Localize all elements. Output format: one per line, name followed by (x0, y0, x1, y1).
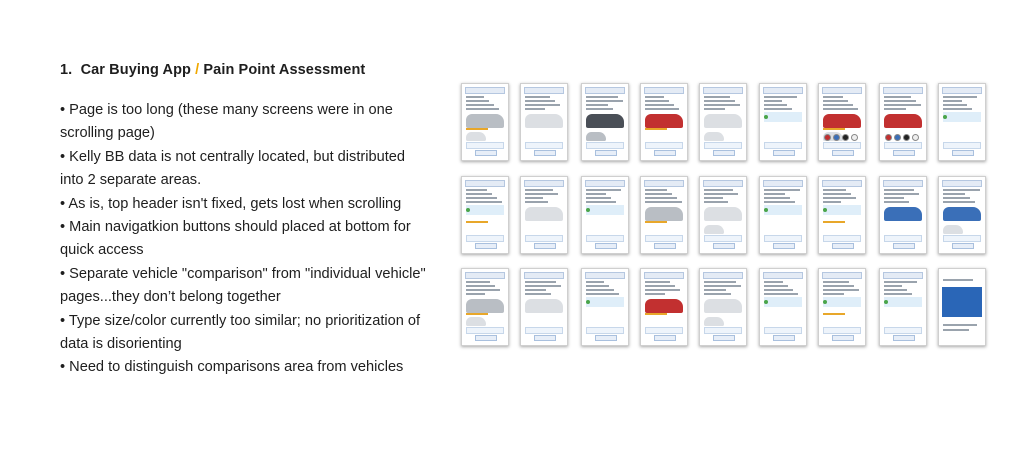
screen-thumbnail (879, 268, 927, 346)
pain-point-item: • Separate vehicle "comparison" from "individual vehicle" pages...they don’t belong together (60, 265, 426, 306)
screen-thumbnail (879, 176, 927, 254)
screen-thumbnail (938, 268, 986, 346)
screen-thumbnail (461, 83, 509, 161)
screen-thumbnail (581, 176, 629, 254)
screen-thumbnail (581, 83, 629, 161)
screen-thumbnail (938, 83, 986, 161)
title-number: 1. (60, 62, 73, 78)
screen-thumbnail (581, 268, 629, 346)
pain-point-item: • Kelly BB data is not centrally located, but distributed into 2 separate areas. (60, 148, 406, 189)
pain-point-item: • As is, top header isn't fixed, gets lost when scrolling (60, 195, 402, 212)
screen-thumbnail (461, 176, 509, 254)
screen-thumbnail (640, 268, 688, 346)
screen-thumbnail (461, 268, 509, 346)
screen-thumbnail (759, 268, 807, 346)
title-subject: Pain Point Assessment (203, 62, 366, 78)
screen-thumbnail-grid (461, 83, 991, 347)
pain-point-item: • Main navigatkion buttons should placed at bottom for quick access (60, 219, 411, 259)
pain-point-item: • Page is too long (these many screens were in one scrolling page) (60, 102, 393, 142)
page-title (60, 62, 365, 78)
screen-thumbnail (759, 83, 807, 161)
title-app-name: Car Buying App (80, 62, 191, 78)
screen-thumbnail (640, 83, 688, 161)
screen-thumbnail (699, 83, 747, 161)
pain-point-item: • Type size/color currently too similar; no prioritization of data is disorienting (60, 312, 421, 353)
screen-thumbnail (640, 176, 688, 254)
title-separator: / (195, 62, 200, 78)
pain-point-list (60, 99, 432, 380)
screen-thumbnail (818, 83, 866, 161)
screen-thumbnail (938, 176, 986, 254)
screen-thumbnail (520, 176, 568, 254)
screen-thumbnail (699, 176, 747, 254)
screen-thumbnail (520, 83, 568, 161)
screen-thumbnail (699, 268, 747, 346)
screen-thumbnail (818, 268, 866, 346)
screen-thumbnail (879, 83, 927, 161)
screen-thumbnail (759, 176, 807, 254)
pain-point-item: • Need to distinguish comparisons area from vehicles (60, 359, 404, 376)
screen-thumbnail (818, 176, 866, 254)
screen-thumbnail (520, 268, 568, 346)
